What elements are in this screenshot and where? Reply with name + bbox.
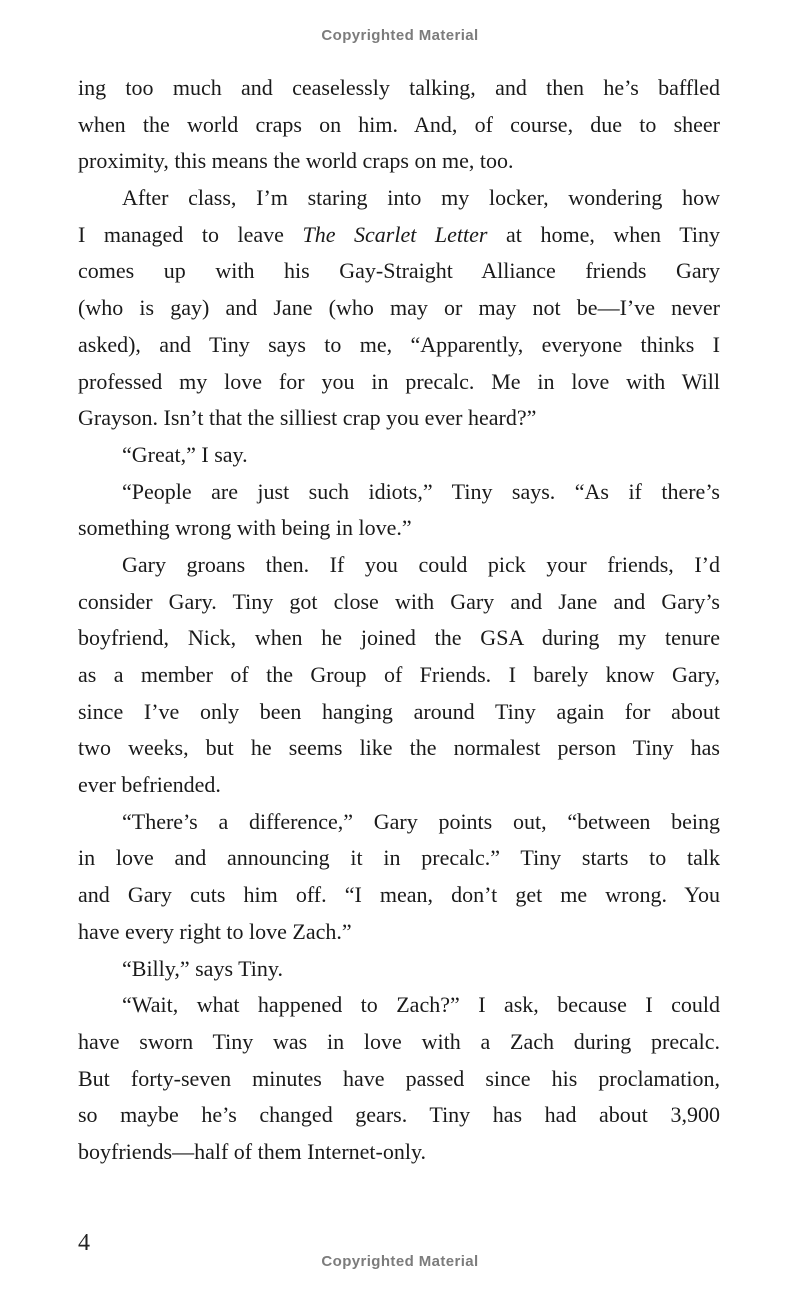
paragraph [78, 804, 720, 951]
text-line: two weeks, but he seems like the normalest person Tiny has [78, 735, 720, 761]
text-line: “Wait, what happened to Zach?” I ask, because I could [122, 992, 720, 1018]
text-line: when the world craps on him. And, of course, due to sheer [78, 111, 720, 137]
text-line: (who is gay) and Jane (who may or may not be—I’ve never [78, 295, 720, 321]
text-line: “There’s a difference,” Gary points out, “between being [122, 808, 720, 834]
paragraph [78, 70, 720, 180]
text-line: After class, I’m staring into my locker, wondering how [122, 185, 720, 211]
paragraph [78, 437, 720, 474]
paragraph [78, 951, 720, 988]
text-line: as a member of the Group of Friends. I barely know Gary, [78, 662, 720, 687]
paragraph [78, 180, 720, 437]
copyright-notice-top: Copyrighted Material [321, 27, 479, 44]
text-line: “People are just such idiots,” Tiny says. “As if there’s [122, 478, 720, 504]
text-line: Gary groans then. If you could pick your friends, I’d [122, 551, 720, 577]
text-line: boyfriend, Nick, when he joined the GSA during my tenure [78, 625, 720, 651]
text-line: consider Gary. Tiny got close with Gary and Jane and Gary’s [78, 588, 720, 614]
page-number: 4 [78, 1230, 90, 1256]
text-line: Grayson. Isn’t that the silliest crap you ever heard?” [78, 405, 537, 431]
paragraph [78, 547, 720, 804]
text-segment: at home, when Tiny [487, 221, 720, 247]
book-title-italic: The Scarlet Letter [302, 221, 488, 247]
text-line: and Gary cuts him off. “I mean, don’t get me wrong. You [78, 882, 720, 908]
text-line: comes up with his Gay-Straight Alliance friends Gary [78, 258, 720, 284]
text-line: ever befriended. [78, 772, 221, 798]
text-line: “Billy,” says Tiny. [122, 955, 283, 981]
paragraph [78, 474, 720, 547]
text-line: in love and announcing it in precalc.” Tiny starts to talk [78, 845, 720, 871]
body-text [78, 70, 720, 1171]
copyright-notice-bottom: Copyrighted Material [321, 1253, 479, 1270]
text-line: something wrong with being in love.” [78, 515, 412, 541]
text-segment: I managed to leave [78, 221, 303, 247]
text-line [78, 217, 720, 254]
paragraph [78, 987, 720, 1170]
text-line: ing too much and ceaselessly talking, and then he’s baffled [78, 75, 720, 100]
text-line: since I’ve only been hanging around Tiny again for about [78, 698, 720, 724]
text-line: have every right to love Zach.” [78, 918, 352, 944]
text-line: have sworn Tiny was in love with a Zach during precalc. [78, 1028, 720, 1054]
text-line: so maybe he’s changed gears. Tiny has had about 3,900 [78, 1102, 720, 1128]
text-line: But forty-seven minutes have passed since his proclamation, [78, 1065, 720, 1091]
text-line: boyfriends—half of them Internet-only. [78, 1138, 427, 1164]
text-line: proximity, this means the world craps on me, too. [78, 148, 514, 174]
text-line: “Great,” I say. [122, 441, 248, 467]
text-line: asked), and Tiny says to me, “Apparently, everyone thinks I [78, 331, 720, 357]
text-line: professed my love for you in precalc. Me in love with Will [78, 368, 720, 394]
